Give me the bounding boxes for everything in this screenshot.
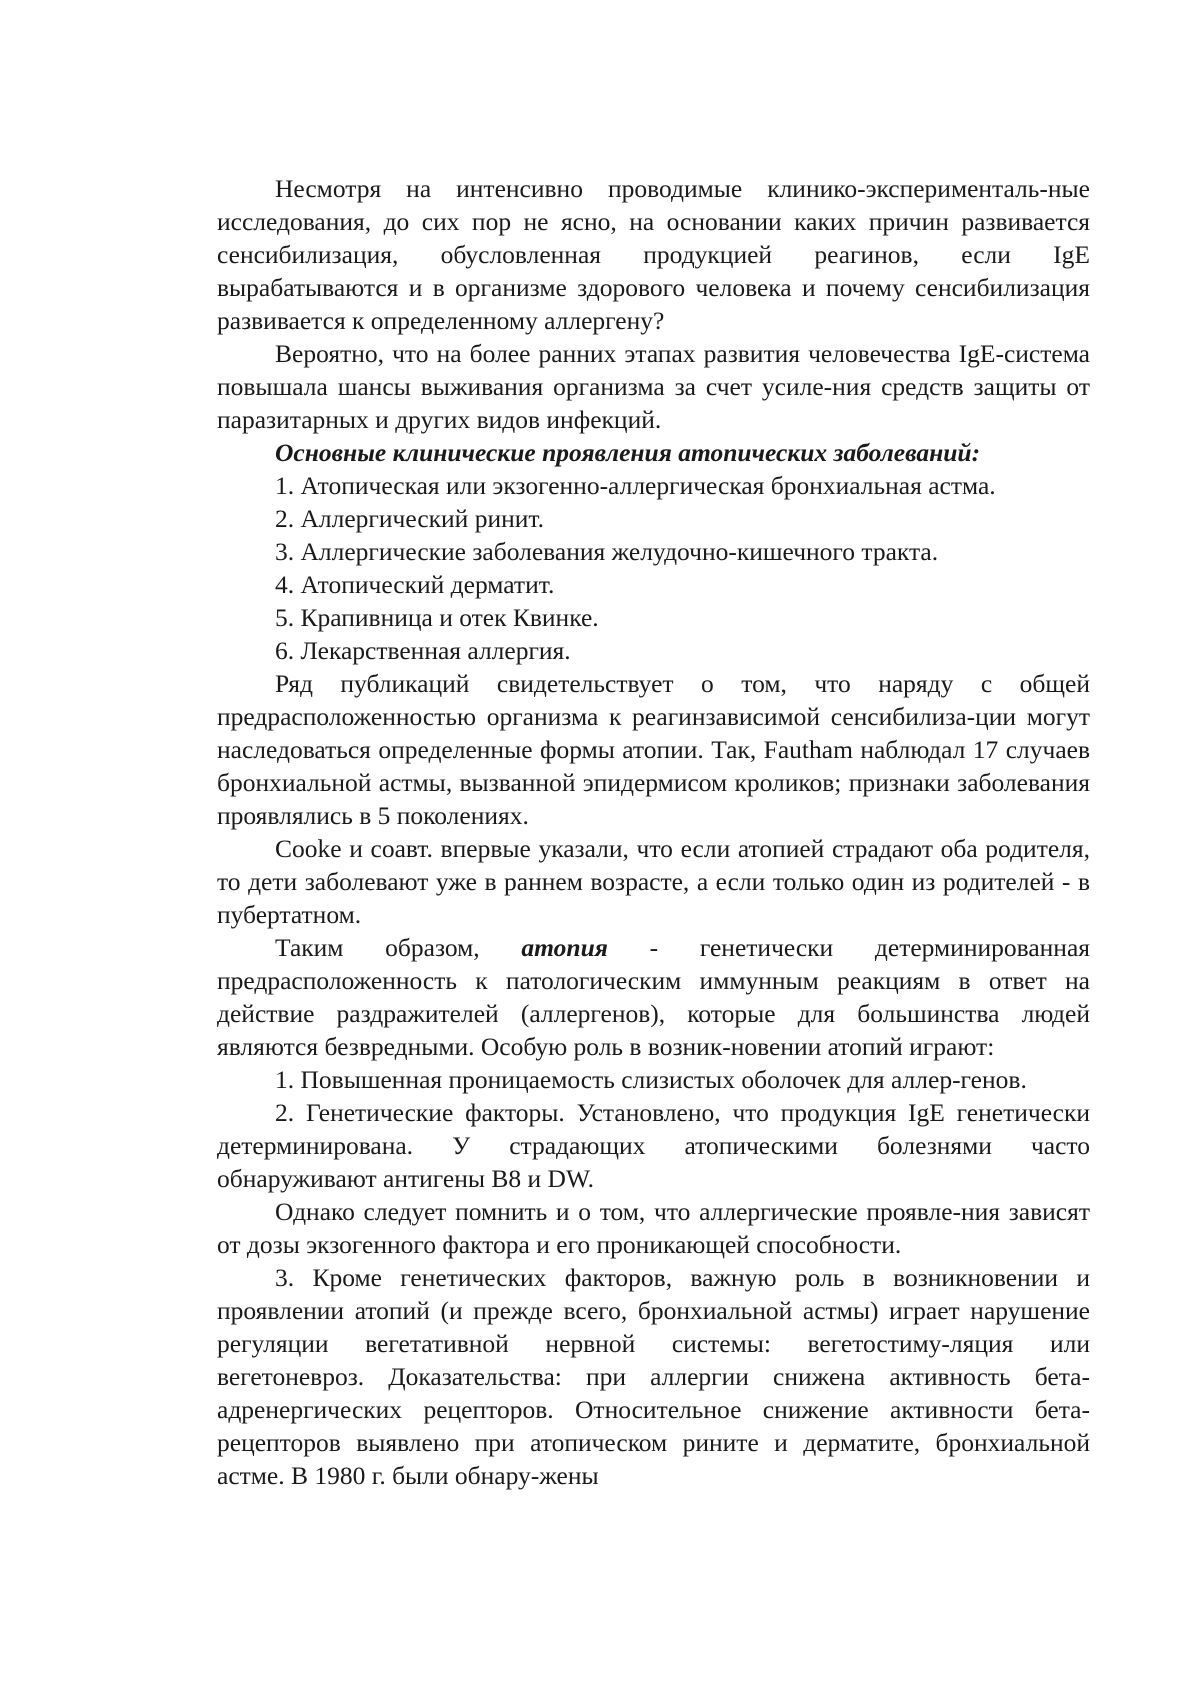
list-item-4: 4. Атопический дерматит. <box>275 570 555 599</box>
list-item-5: 5. Крапивница и отек Квинке. <box>275 603 599 632</box>
document-page <box>217 172 1090 1492</box>
definition-lead: Таким образом, <box>275 933 522 962</box>
section-heading: Основные клинические проявления атопических заболеваний: <box>275 438 981 467</box>
factor-item-3: 3. Кроме генетических факторов, важную роль в возникновении и проявлении атопий (и прежде всего, бронхиальной астмы) играет нарушение регуляции вегетативной нервной системы: вегетостиму-ляция или вегетоневроз. Доказательства: при аллергии снижена активность бета-адренергических рецепторов. Относительное снижение активности бета-рецепторов выявлено при атопическом рините и дерматите, бронхиальной астме. В 1980 г. были обнару-жены <box>217 1263 1090 1490</box>
paragraph-dose: Однако следует помнить и о том, что аллергические проявле-ния зависят от дозы экзогенного фактора и его проникающей способности. <box>217 1197 1090 1259</box>
paragraph-definition <box>217 931 1090 1063</box>
paragraph-evolution: Вероятно, что на более ранних этапах развития человечества IgE-система повышала шансы выживания организма за счет усиле-ния средств защиты от паразитарных и других видов инфекций. <box>217 339 1090 434</box>
factor-item-1: 1. Повышенная проницаемость слизистых оболочек для аллер-генов. <box>275 1065 1027 1094</box>
factor-item-2: 2. Генетические факторы. Установлено, что продукция IgE генетически детерминирована. У страдающих атопическими болезнями часто обнаруживают антигены В8 и DW. <box>217 1098 1090 1193</box>
definition-term: атопия <box>521 933 608 962</box>
list-item-2: 2. Аллергический ринит. <box>275 504 544 533</box>
paragraph-heredity: Ряд публикаций свидетельствует о том, что наряду с общей предрасположенностью организма к реагинзависимой сенсибилиза-ции могут наследоваться определенные формы атопии. Так, Fautham наблюдал 17 случаев бронхиальной астмы, вызванной эпидермисом кроликов; признаки заболевания проявлялись в 5 поколениях. <box>217 669 1090 830</box>
list-item-1: 1. Атопическая или экзогенно-аллергическая бронхиальная астма. <box>275 471 996 500</box>
list-item-3: 3. Аллергические заболевания желудочно-кишечного тракта. <box>275 537 939 566</box>
paragraph-cooke: Cooke и соавт. впервые указали, что если атопией страдают оба родителя, то дети заболевают уже в раннем возрасте, а если только один из родителей - в пубертатном. <box>217 834 1090 929</box>
paragraph-intro: Несмотря на интенсивно проводимые клинико-эксперименталь-ные исследования, до сих пор не ясно, на основании каких причин развивается сенсибилизация, обусловленная продукцией реагинов, если IgE вырабатываются и в организме здорового человека и почему сенсибилизация развивается к определенному аллергену? <box>217 174 1090 335</box>
list-item-6: 6. Лекарственная аллергия. <box>275 636 571 665</box>
definition-rest: - генетически детерминированная предрасположенность к патологическим иммунным реакциям в ответ на действие раздражителей (аллергенов), которые для большинства людей являются безвредными. Особую роль в возник-новении атопий играют: <box>217 933 1090 1061</box>
